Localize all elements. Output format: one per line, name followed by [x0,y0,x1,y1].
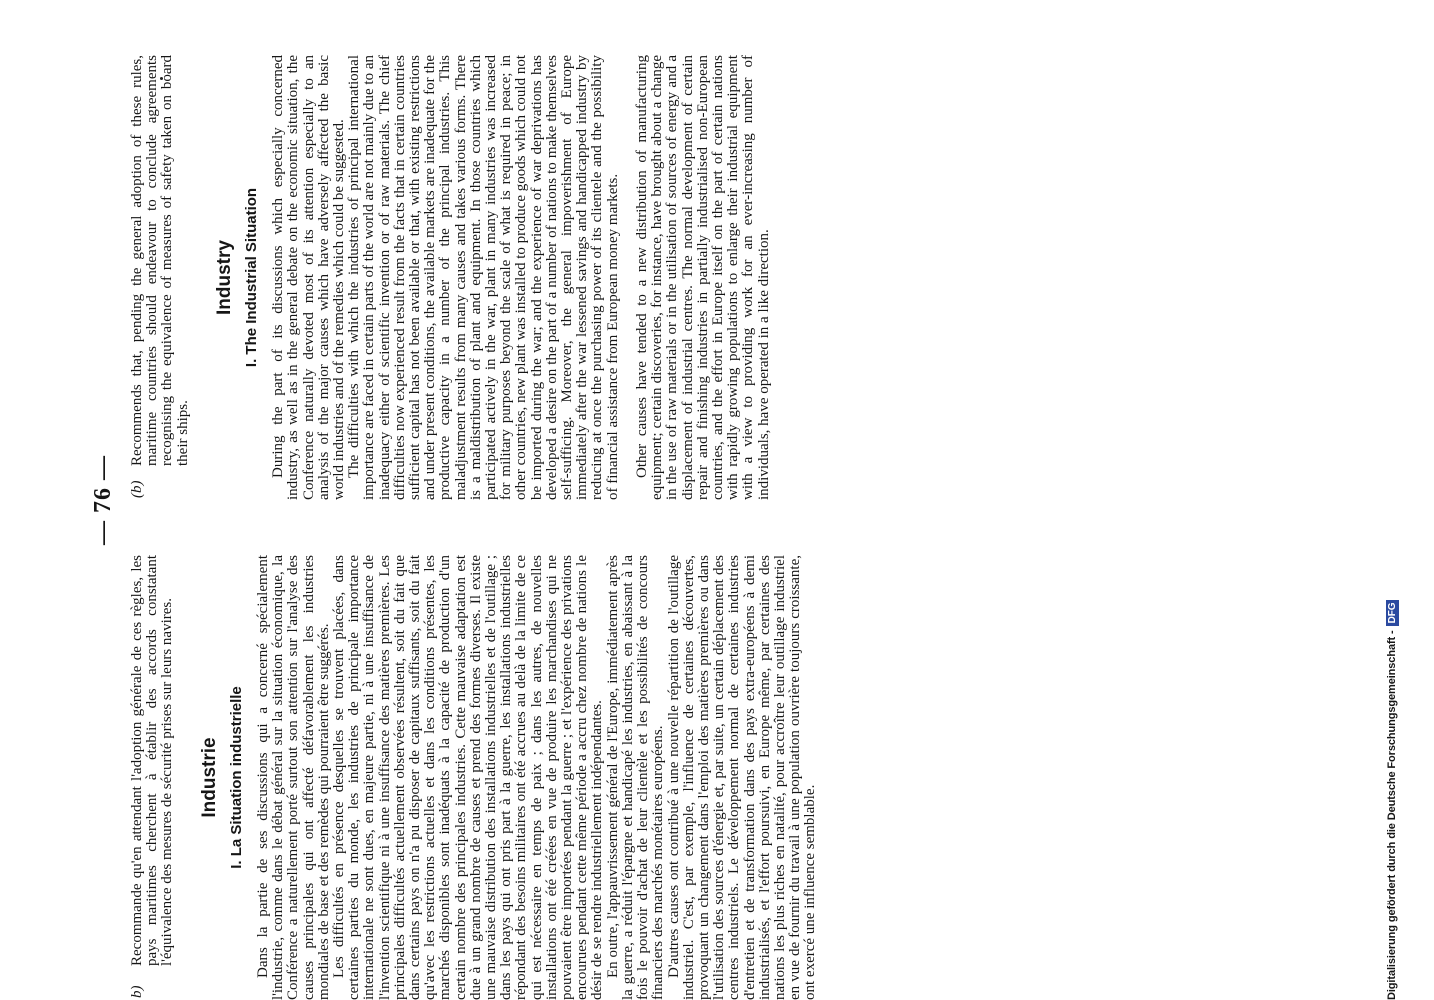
french-section-title: Industrie [198,737,220,818]
english-b-text: Recommends that, pending the general adoption of these rules, maritime countries should endeavour to conclude agreements recognising the equivalence of measures of safety taken on board their ships. [129,55,191,466]
english-b-marker: (b) [129,480,145,498]
french-subsection-title: I. La Situation industrielle [227,686,245,869]
french-paragraph-4: D'autres causes ont contribué à une nouvelle répartition de l'outillage industriel. C'est, par exemple, l'influence de certaines découvertes, provoquant un changement dans l'emploi des matières premières ou dans l'utilisation des sources d'énergie et, par suite, un certain déplacement des centres industriels. Le développement normal de certaines industries d'entretien et de transformation dans des pays extra-européens à demi industrialisés, et l'effort poursuivi, en Europe même, par certaines des nations les plus riches en natalité, pour accroître leur outillage industriel en vue de fournir du travail à une population ouvrière toujours croissante, ont exercé une influence semblable. [665,555,819,1000]
english-paragraph-1: During the part of its discussions which especially concerned industry, as well as in the general debate on the economic situation, the Conference naturally devoted most of its attention especially to an analysis of the major causes which have adversely affected the basic world industries and of the remedies which could be suggested. [270,55,348,500]
credit-text: Digitalisierung gefördert durch die Deutsche Forschungsgemeinschaft - [1386,630,1398,1000]
english-section-title: Industry [213,240,235,315]
english-subsection-title: I. The Industrial Situation [243,187,261,368]
french-b-marker: b) [129,985,145,998]
french-b-text: Recommande qu'en attendant l'adoption générale de ces règles, les pays maritimes cherchent à établir des accords constatant l'équivalence des mesures de sécurité prises sur leurs navires. [129,555,176,966]
dfg-logo: DFG [1386,600,1399,627]
digitization-credit [1386,0,1399,1000]
english-paragraph-3: Other causes have tended to a new distribution of manufacturing equipment; certain discoveries, for instance, have brought about a change in the use of raw materials or in the utilisation of sources of energy and a displacement of industrial centres. The normal development of certain repair and finishing industries in partially industrialised non-European countries, and the effort in Europe itself on the part of certain nations with rapidly growing populations to enlarge their industrial equipment with a view to providing work for an ever-increasing number of individuals, have operated in a like direction. [633,55,772,500]
english-recommendation-b [129,55,191,498]
english-column [130,55,772,500]
english-paragraph-2: The difficulties with which the industries of principal international importance are faced in certain parts of the world are not mainly due to an inadequacy either of scientific invention or of raw materials. The chief difficulties now experienced result from the facts that in certain countries sufficient capital has not been available or that, with existing restrictions and under present conditions, the available markets are inadequate for the productive capacity in a number of the principal industries. This maladjustment results from many causes and takes various forms. There is a maldistribution of plant and equipment. In those countries which participated actively in the war, plant in many industries was increased for military purposes beyond the scale of what is required in peace; in other countries, new plant was installed to produce goods which could not be imported during the war; and the experience of war deprivations has developed a desire on the part of a number of nations to make themselves self-sufficing. Moreover, the general impoverishment of Europe immediately after the war lessened savings and handicapped industry by reducing at once the purchasing power of its clientele and the possibility of financial assistance from European money markets. [346,55,621,500]
page-number: — 76 — [90,455,116,545]
french-paragraph-3: En outre, l'appauvrissement général de l'Europe, immédiatement après la guerre, a réduit l'épargne et handicapé les industries, en abaissant à la fois le pouvoir d'achat de leur clientèle et les possibilités de concours financiers des marchés monétaires européens. [604,555,667,1000]
french-paragraph-2: Les difficultés en présence desquelles se trouvent placées, dans certaines parties du monde, les industries de principale importance internationale ne sont dues, en majeure partie, ni à une insuffisance de l'invention scientifique ni à une insuffisance des matières premières. Les principales difficultés actuellement observées résultent, soit du fait que dans certains pays on n'a pu disposer de capitaux suffisants, soit du fait qu'avec les restrictions actuelles et dans les conditions présentes, les marchés disponibles sont inadéquats à la capacité de production d'un certain nombre des principales industries. Cette mauvaise adaptation est due à un grand nombre de causes et prend des formes diverses. Il existe une mauvaise distribution des installations industrielles et de l'outillage ; dans les pays qui ont pris part à la guerre, les installations industrielles répondant des besoins militaires ont été accrues au delà de la limite de ce qui est nécessaire en temps de paix ; dans les autres, de nouvelles installations ont été créées en vue de produire les marchandises qui ne pouvaient être importées pendant la guerre ; et l'expérience des privations encourues pendant cette même période a accru chez nombre de nations le désir de se rendre industriellement indépendantes. [331,555,606,1000]
french-recommendation-b [129,555,176,998]
french-column [130,555,819,1000]
french-paragraph-1: Dans la partie de ses discussions qui a concerné spécialement l'industrie, comme dans le débat général sur la situation économique, la Conférence a naturellement porté surtout son attention sur l'analyse des causes principales qui ont affecté défavorablement les industries mondiales de base et des remèdes qui pourraient être suggérés. [255,555,332,1000]
